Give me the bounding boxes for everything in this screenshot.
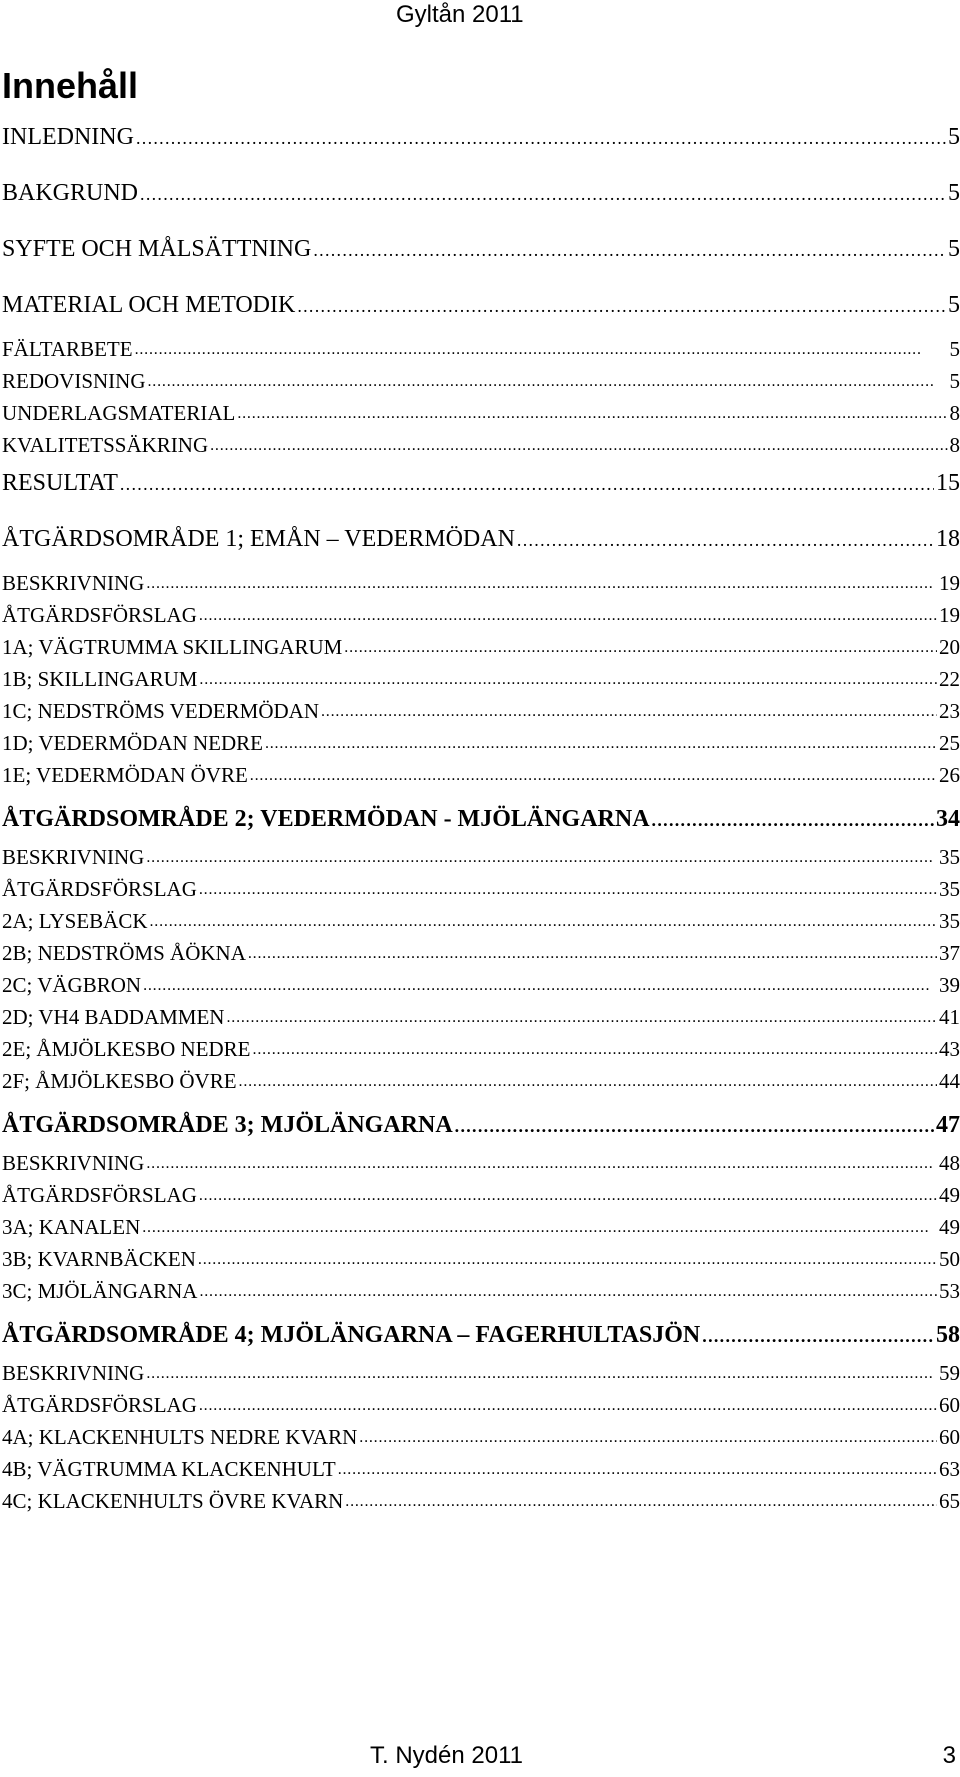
toc-entry-title: ÅTGÄRDSOMRÅDE 4; MJÖLÄNGARNA – FAGERHULTASJÖN [2,1322,701,1348]
toc-entry-title: BAKGRUND [2,180,139,206]
footer-page-number: 3 [942,1742,956,1769]
toc-entry-page: 26 [939,763,960,787]
toc-entry[interactable] [2,940,960,966]
toc-entry[interactable] [2,336,960,362]
toc-entry[interactable] [2,1150,960,1176]
toc-entry[interactable] [2,602,960,628]
toc-entry-page: 41 [939,1005,960,1029]
dot-leader [345,1494,937,1510]
dot-leader [321,704,937,720]
toc-entry-title: KVALITETSSÄKRING [2,433,209,457]
dot-leader [702,1327,934,1345]
toc-entry-page: 47 [936,1112,960,1138]
dot-leader [199,1284,937,1300]
toc-entry-title: BESKRIVNING [2,845,145,869]
toc-entry[interactable] [2,762,960,788]
toc-entry[interactable] [2,908,960,934]
toc-entry-page: 20 [939,635,960,659]
toc-entry[interactable] [2,634,960,660]
toc-entry[interactable] [2,972,960,998]
toc-entry-page: 5 [948,124,960,150]
toc-entry-title: ÅTGÄRDSOMRÅDE 1; EMÅN – VEDERMÖDAN [2,526,515,552]
toc-entry-title: 1D; VEDERMÖDAN NEDRE [2,731,263,755]
toc-entry-title: 3B; KVARNBÄCKEN [2,1247,196,1271]
dot-leader [199,882,937,898]
toc-entry-page: 15 [936,470,960,496]
toc-entry-page: 5 [949,369,960,393]
toc-entry-title: REDOVISNING [2,369,146,393]
dot-leader [297,297,946,315]
dot-leader [210,438,947,454]
toc-entry-title: BESKRIVNING [2,1151,145,1175]
toc-entry[interactable] [2,1392,960,1418]
toc-entry-title: 1B; SKILLINGARUM [2,667,198,691]
dot-leader [120,475,934,493]
toc-entry-title: UNDERLAGSMATERIAL [2,401,236,425]
toc-entry-title: INLEDNING [2,124,134,150]
toc-entry-title: ÅTGÄRDSOMRÅDE 2; VEDERMÖDAN - MJÖLÄNGARNA [2,806,650,832]
toc-entry-page: 23 [939,699,960,723]
dot-leader [652,811,934,829]
dot-leader [150,914,938,930]
dot-leader [265,736,937,752]
toc-entry-page: 25 [939,731,960,755]
toc-entry[interactable] [2,400,960,426]
toc-entry-page: 22 [939,667,960,691]
toc-entry[interactable] [2,290,960,320]
toc-entry-page: 65 [939,1489,960,1513]
toc-entry-title: 2F; ÅMJÖLKESBO ÖVRE [2,1069,237,1093]
toc-entry-title: FÄLTARBETE [2,337,133,361]
toc-entry-page: 8 [949,401,960,425]
dot-leader [455,1117,934,1135]
toc-entry[interactable] [2,178,960,208]
dot-leader [140,185,946,203]
dot-leader [199,608,937,624]
toc-entry[interactable] [2,524,960,554]
toc-entry[interactable] [2,1036,960,1062]
dot-leader [198,1252,937,1268]
toc-entry-page: 37 [939,941,960,965]
toc-entry[interactable] [2,1456,960,1482]
toc-entry-page: 5 [949,337,960,361]
page-header: Gyltån 2011 [396,1,524,28]
toc-entry[interactable] [2,1360,960,1386]
toc-entry-title: BESKRIVNING [2,571,145,595]
toc-entry-page: 53 [939,1279,960,1303]
toc-entry-title: 1E; VEDERMÖDAN ÖVRE [2,763,248,787]
dot-leader [146,850,937,866]
toc-entry[interactable] [2,234,960,264]
dot-leader [237,406,947,422]
dot-leader [199,672,937,688]
dot-leader [248,946,937,962]
footer-author: T. Nydén 2011 [370,1742,523,1769]
toc-entry-title: 2B; NEDSTRÖMS ÅÖKNA [2,941,246,965]
dot-leader [199,1188,937,1204]
toc-entry-title: ÅTGÄRDSOMRÅDE 3; MJÖLÄNGARNA [2,1112,453,1138]
toc-entry-page: 49 [939,1215,960,1239]
toc-entry[interactable] [2,122,960,152]
dot-leader [239,1074,937,1090]
toc-entry-title: 3A; KANALEN [2,1215,141,1239]
toc-entry[interactable] [2,432,960,458]
toc-entry-page: 35 [939,845,960,869]
toc-entry-title: MATERIAL OCH METODIK [2,292,296,318]
toc-title: Innehåll [2,65,139,106]
dot-leader [146,1156,937,1172]
toc-entry[interactable] [2,1068,960,1094]
toc-entry-page: 35 [939,909,960,933]
toc-entry[interactable] [2,1278,960,1304]
toc-entry-page: 49 [939,1183,960,1207]
toc-entry-page: 43 [939,1037,960,1061]
dot-leader [313,241,946,259]
dot-leader [135,342,948,358]
toc-entry-page: 8 [949,433,960,457]
toc-entry[interactable] [2,1488,960,1514]
toc-entry-page: 5 [948,236,960,262]
toc-entry-title: ÅTGÄRDSFÖRSLAG [2,603,197,627]
dot-leader [344,640,937,656]
toc-entry[interactable] [2,1182,960,1208]
toc-entry[interactable] [2,804,960,834]
dot-leader [517,531,934,549]
toc-entry-title: ÅTGÄRDSFÖRSLAG [2,1393,197,1417]
toc-entry-title: RESULTAT [2,470,118,496]
dot-leader [359,1430,937,1446]
dot-leader [146,1366,937,1382]
dot-leader [142,1220,937,1236]
toc-entry-title: 1C; NEDSTRÖMS VEDERMÖDAN [2,699,319,723]
dot-leader [253,1042,937,1058]
toc-entry-title: 4C; KLACKENHULTS ÖVRE KVARN [2,1489,344,1513]
dot-leader [338,1462,937,1478]
toc-entry-page: 59 [939,1361,960,1385]
toc-entry-title: 2E; ÅMJÖLKESBO NEDRE [2,1037,251,1061]
toc-entry[interactable] [2,844,960,870]
dot-leader [148,374,948,390]
toc-entry-page: 44 [939,1069,960,1093]
toc-entry[interactable] [2,1246,960,1272]
toc-entry-title: 2C; VÄGBRON [2,973,142,997]
toc-entry-page: 19 [939,603,960,627]
toc-entry-page: 35 [939,877,960,901]
toc-entry-title: 4B; VÄGTRUMMA KLACKENHULT [2,1457,336,1481]
toc-entry[interactable] [2,666,960,692]
toc-entry-page: 58 [936,1322,960,1348]
toc-entry[interactable] [2,1110,960,1140]
toc-entry-page: 34 [936,806,960,832]
toc-entry-page: 48 [939,1151,960,1175]
toc-entry-title: ÅTGÄRDSFÖRSLAG [2,1183,197,1207]
toc-entry[interactable] [2,468,960,498]
dot-leader [136,129,946,147]
dot-leader [199,1398,937,1414]
dot-leader [146,576,937,592]
toc-entry[interactable] [2,876,960,902]
toc-entry[interactable] [2,570,960,596]
toc-entry-title: 3C; MJÖLÄNGARNA [2,1279,198,1303]
dot-leader [250,768,937,784]
toc-entry-title: 4A; KLACKENHULTS NEDRE KVARN [2,1425,358,1449]
toc-entry-page: 39 [939,973,960,997]
toc-entry-page: 50 [939,1247,960,1271]
toc-entry-page: 63 [939,1457,960,1481]
toc-entry[interactable] [2,1320,960,1350]
toc-entry-page: 18 [936,526,960,552]
dot-leader [226,1010,937,1026]
toc-entry-title: ÅTGÄRDSFÖRSLAG [2,877,197,901]
toc-entry[interactable] [2,1004,960,1030]
toc-entry-page: 60 [939,1425,960,1449]
toc-entry-page: 19 [939,571,960,595]
toc-entry-title: 1A; VÄGTRUMMA SKILLINGARUM [2,635,343,659]
toc-entry[interactable] [2,730,960,756]
toc-entry[interactable] [2,368,960,394]
toc-entry-page: 60 [939,1393,960,1417]
toc-entry[interactable] [2,698,960,724]
toc-entry-title: SYFTE OCH MÅLSÄTTNING [2,236,312,262]
toc-entry[interactable] [2,1424,960,1450]
toc-entry-title: BESKRIVNING [2,1361,145,1385]
dot-leader [143,978,937,994]
toc-entry-title: 2A; LYSEBÄCK [2,909,148,933]
toc-entry-page: 5 [948,292,960,318]
toc-entry-page: 5 [948,180,960,206]
toc-entry[interactable] [2,1214,960,1240]
toc-entry-title: 2D; VH4 BADDAMMEN [2,1005,225,1029]
